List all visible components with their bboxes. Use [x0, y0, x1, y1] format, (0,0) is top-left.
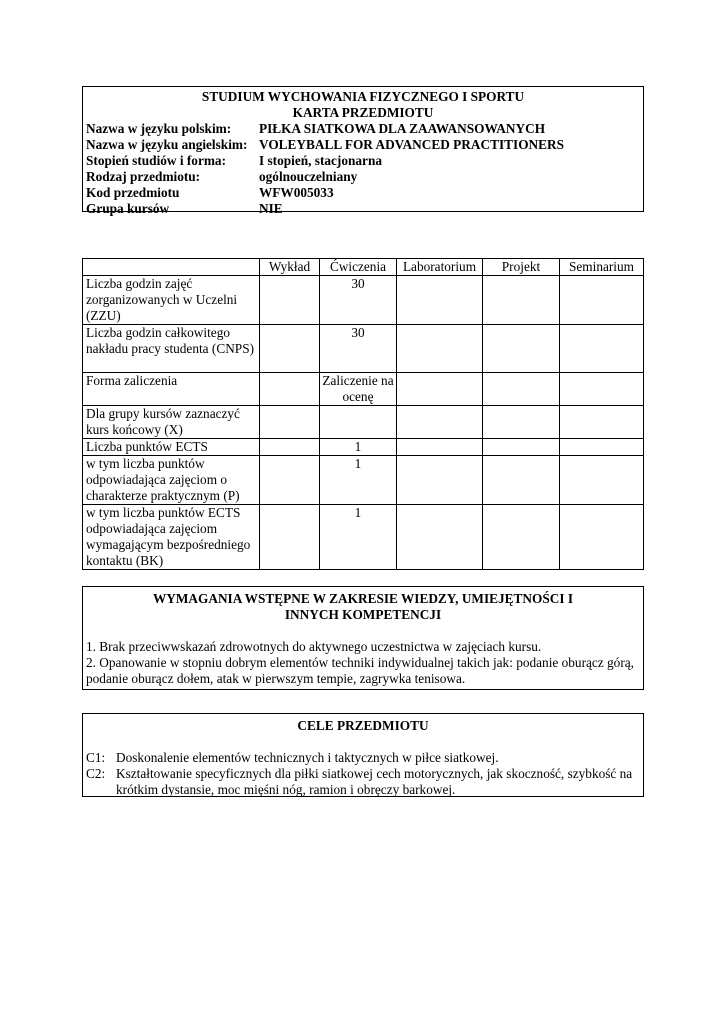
- table-cell: [397, 276, 483, 325]
- table-cell: [560, 276, 644, 325]
- table-cell: [397, 456, 483, 505]
- header-row-course-code: [86, 185, 640, 201]
- table-cell: 1: [320, 505, 397, 570]
- table-cell: [483, 325, 560, 373]
- goal-item: [86, 750, 640, 766]
- table-row: [83, 373, 644, 406]
- table-cell: [560, 373, 644, 406]
- header-value: VOLEYBALL FOR ADVANCED PRACTITIONERS: [259, 137, 565, 152]
- requirement-item: 2. Opanowanie w stopniu dobrym elementów techniki indywidualnej takich jak: podanie oburącz górą, podanie oburącz dołem, atak w pierwszym tempie, zagrywka tenisowa.: [86, 655, 634, 686]
- table-row: [83, 456, 644, 505]
- hours-table: [82, 258, 644, 570]
- table-row: [83, 439, 644, 456]
- header-value: I stopień, stacjonarna: [259, 153, 383, 168]
- table-cell: [560, 325, 644, 373]
- header-row-course-type: [86, 169, 640, 185]
- table-cell: [560, 439, 644, 456]
- header-row-english-name: [86, 137, 640, 153]
- table-header-row: [83, 259, 644, 276]
- table-cell: [397, 325, 483, 373]
- table-cell: [260, 373, 320, 406]
- row-label: Liczba punktów ECTS: [83, 439, 260, 456]
- requirements-box: [82, 586, 644, 690]
- goals-box: [82, 713, 644, 797]
- header-value: ogólnouczelniany: [259, 169, 358, 184]
- table-row: [83, 276, 644, 325]
- table-row: [83, 406, 644, 439]
- requirements-title: WYMAGANIA WSTĘPNE W ZAKRESIE WIEDZY, UMIEJĘTNOŚCI I INNYCH KOMPETENCJI: [152, 591, 574, 622]
- column-header: Laboratorium: [397, 259, 483, 276]
- table-row: [83, 505, 644, 570]
- header-label: Grupa kursów: [86, 201, 170, 216]
- header-label: Rodzaj przedmiotu:: [86, 169, 201, 184]
- table-cell: [483, 456, 560, 505]
- header-label: Nazwa w języku angielskim:: [86, 137, 248, 152]
- header-value: NIE: [259, 201, 283, 216]
- header-label: Kod przedmiotu: [86, 185, 180, 200]
- goal-code: C1:: [86, 750, 106, 765]
- table-cell: [397, 373, 483, 406]
- column-header: Ćwiczenia: [320, 259, 397, 276]
- table-cell: [397, 406, 483, 439]
- table-cell: 30: [320, 276, 397, 325]
- course-header-box: [82, 86, 644, 216]
- table-cell: [260, 456, 320, 505]
- table-cell: 1: [320, 456, 397, 505]
- header-label: Nazwa w języku polskim:: [86, 121, 232, 136]
- table-row: [83, 325, 644, 373]
- table-cell: [483, 373, 560, 406]
- goal-item: [86, 766, 640, 798]
- row-label: Forma zaliczenia: [83, 373, 260, 406]
- table-cell: 1: [320, 439, 397, 456]
- requirement-item: 1. Brak przeciwwskazań zdrowotnych do aktywnego uczestnictwa w zajęciach kursu.: [86, 639, 542, 654]
- column-header: Wykład: [260, 259, 320, 276]
- card-title: KARTA PRZEDMIOTU: [292, 105, 434, 120]
- institution-title: STUDIUM WYCHOWANIA FIZYCZNEGO I SPORTU: [201, 89, 525, 104]
- table-cell: [260, 276, 320, 325]
- table-cell: [260, 406, 320, 439]
- table-cell: [260, 439, 320, 456]
- table-cell: [483, 505, 560, 570]
- row-label: Liczba godzin całkowitego nakładu pracy studenta (CNPS): [83, 325, 260, 373]
- goal-code: C2:: [86, 766, 106, 781]
- goal-text: Doskonalenie elementów technicznych i taktycznych w piłce siatkowej.: [116, 750, 499, 765]
- table-cell: 30: [320, 325, 397, 373]
- goal-text: Kształtowanie specyficznych dla piłki siatkowej cech motorycznych, jak skoczność, szybkość na krótkim dystansie, moc mięśni nóg, ramion i obręczy barkowej.: [116, 766, 633, 797]
- header-value: WFW005033: [259, 185, 334, 200]
- header-label: Stopień studiów i forma:: [86, 153, 226, 168]
- table-corner-cell: [83, 259, 260, 276]
- column-header: Seminarium: [560, 259, 644, 276]
- row-label: w tym liczba punktów ECTS odpowiadająca zajęciom wymagającym bezpośredniego kontaktu (BK): [83, 505, 260, 570]
- header-row-polish-name: [86, 121, 640, 137]
- table-cell: Zaliczenie na ocenę: [320, 373, 397, 406]
- table-cell: [483, 276, 560, 325]
- column-header: Projekt: [483, 259, 560, 276]
- header-row-course-group: [86, 201, 640, 217]
- table-cell: [560, 406, 644, 439]
- table-cell: [560, 456, 644, 505]
- table-cell: [260, 325, 320, 373]
- table-cell: [483, 439, 560, 456]
- table-cell: [260, 505, 320, 570]
- header-row-study-level: [86, 153, 640, 169]
- goals-title: CELE PRZEDMIOTU: [297, 718, 429, 733]
- table-cell: [320, 406, 397, 439]
- table-cell: [397, 439, 483, 456]
- row-label: Liczba godzin zajęć zorganizowanych w Uczelni (ZZU): [83, 276, 260, 325]
- table-cell: [397, 505, 483, 570]
- row-label: w tym liczba punktów odpowiadająca zajęciom o charakterze praktycznym (P): [83, 456, 260, 505]
- table-cell: [560, 505, 644, 570]
- header-value: PIŁKA SIATKOWA DLA ZAAWANSOWANYCH: [259, 121, 546, 136]
- table-cell: [483, 406, 560, 439]
- row-label: Dla grupy kursów zaznaczyć kurs końcowy (X): [83, 406, 260, 439]
